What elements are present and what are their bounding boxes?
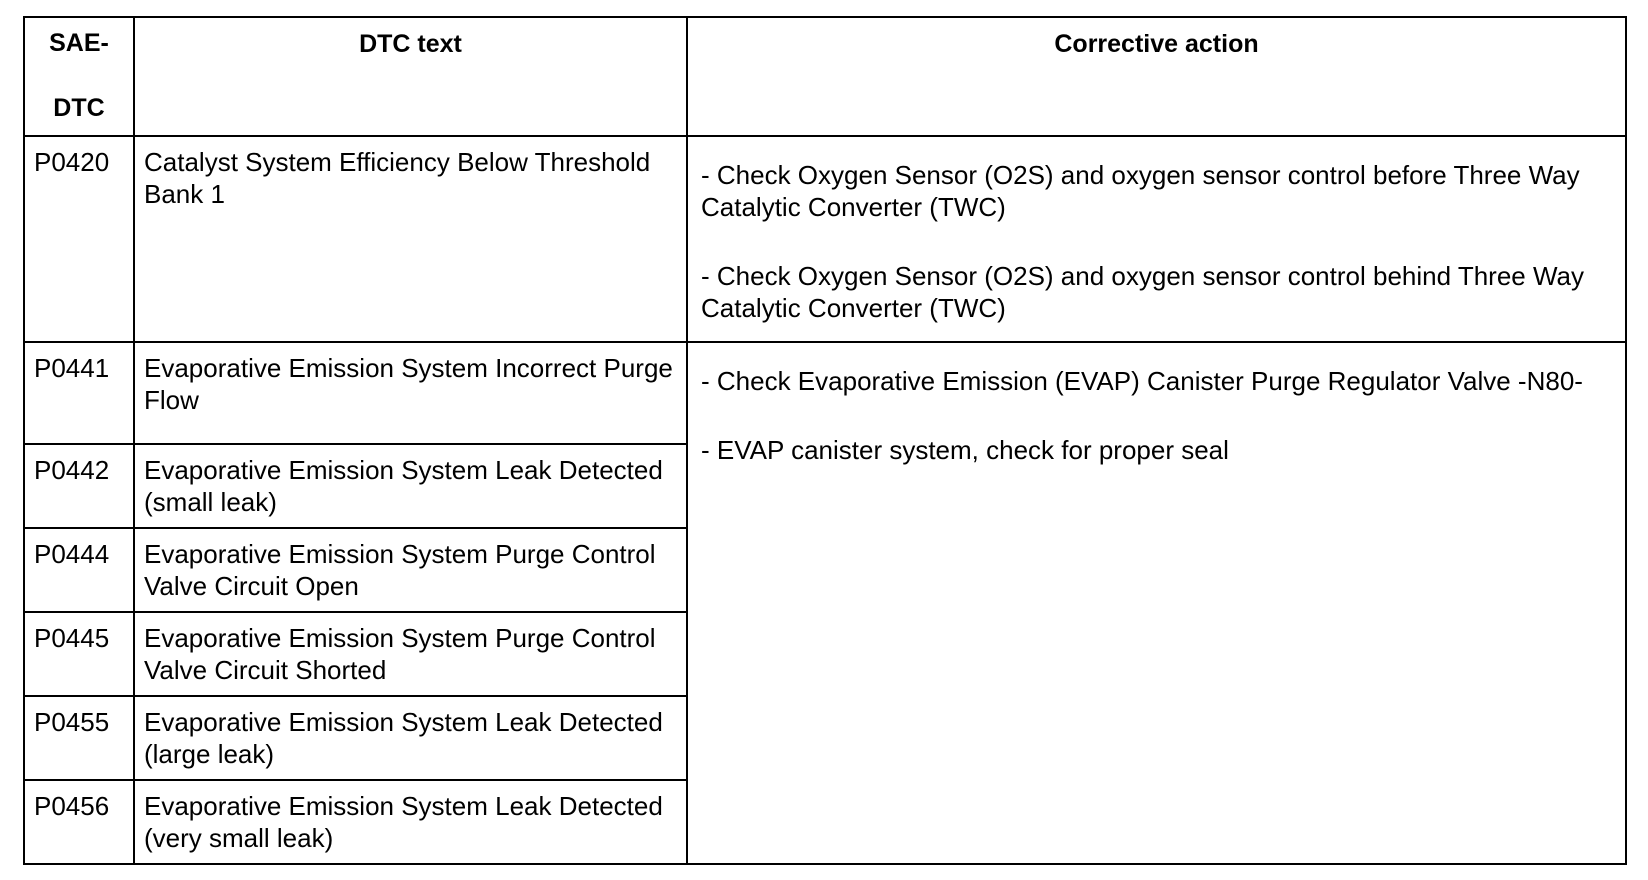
dtc-description: Evaporative Emission System Purge Control Valve Circuit Shorted (134, 612, 687, 696)
dtc-table (23, 16, 1627, 865)
header-dtc-text: DTC text (134, 17, 687, 136)
dtc-code: P0445 (24, 612, 134, 696)
dtc-code: P0441 (24, 342, 134, 444)
header-sae-dtc-line1: SAE- (49, 29, 109, 57)
dtc-description: Evaporative Emission System Leak Detected (very small leak) (134, 780, 687, 864)
dtc-code: P0455 (24, 696, 134, 780)
corrective-action-catalyst (687, 136, 1626, 342)
header-sae-dtc (24, 17, 134, 136)
dtc-document (23, 16, 1625, 865)
corrective-action-item: - Check Oxygen Sensor (O2S) and oxygen sensor control before Three Way Catalytic Converter (TWC) (701, 160, 1580, 222)
table-header-row (24, 17, 1626, 136)
dtc-code: P0442 (24, 444, 134, 528)
corrective-action-evap (687, 342, 1626, 864)
dtc-description: Catalyst System Efficiency Below Threshold Bank 1 (134, 136, 687, 342)
header-sae-dtc-line2: DTC (53, 94, 105, 122)
corrective-action-item: - Check Oxygen Sensor (O2S) and oxygen sensor control behind Three Way Catalytic Converter (TWC) (701, 261, 1584, 323)
dtc-code: P0444 (24, 528, 134, 612)
dtc-description: Evaporative Emission System Leak Detected (small leak) (134, 444, 687, 528)
dtc-code: P0420 (24, 136, 134, 342)
table-row (24, 136, 1626, 342)
corrective-action-item: - Check Evaporative Emission (EVAP) Canister Purge Regulator Valve -N80- (701, 366, 1583, 396)
corrective-action-item: - EVAP canister system, check for proper seal (701, 435, 1229, 465)
header-corrective-action: Corrective action (687, 17, 1626, 136)
table-row (24, 342, 1626, 444)
dtc-description: Evaporative Emission System Purge Control Valve Circuit Open (134, 528, 687, 612)
dtc-description: Evaporative Emission System Incorrect Purge Flow (134, 342, 687, 444)
dtc-code: P0456 (24, 780, 134, 864)
dtc-description: Evaporative Emission System Leak Detected (large leak) (134, 696, 687, 780)
